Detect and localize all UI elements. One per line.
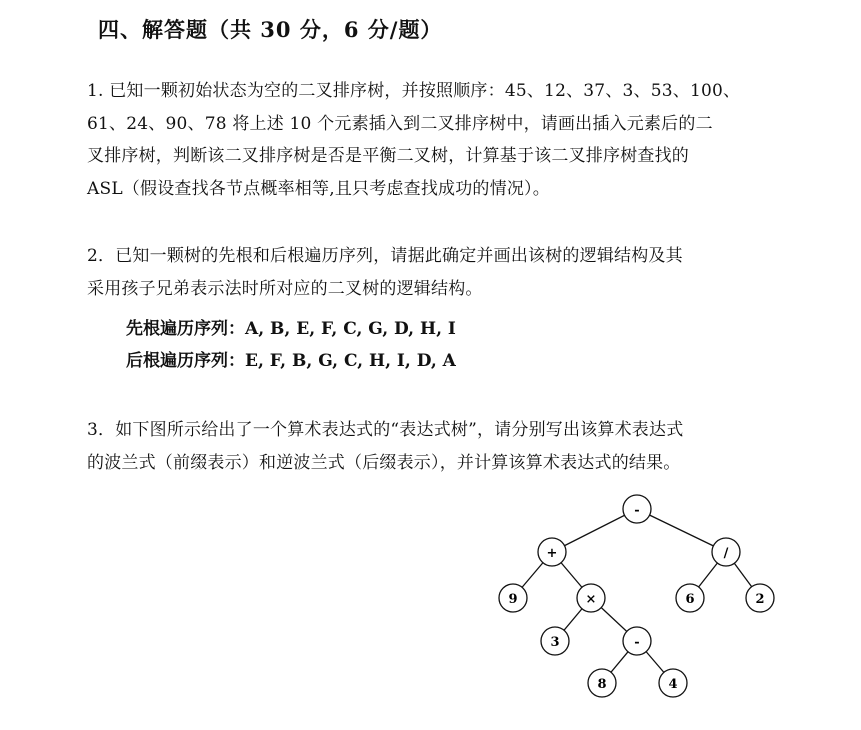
question-1-line: 叉排序树，判断该二叉排序树是否是平衡二叉树，计算基于该二叉排序树查找的	[87, 146, 689, 166]
question-2-line: 2．已知一颗树的先根和后根遍历序列，请据此确定并画出该树的逻辑结构及其	[87, 246, 683, 266]
question-1-line: 1. 已知一颗初始状态为空的二叉排序树，并按照顺序：45、12、37、3、53、100、	[87, 81, 741, 101]
tree-node-label: 2	[755, 592, 765, 607]
question-3-line: 的波兰式（前缀表示）和逆波兰式（后缀表示），并计算该算术表达式的结果。	[87, 452, 681, 473]
tree-node-label: 3	[550, 635, 560, 650]
tree-node-minus	[623, 627, 651, 655]
preorder-sequence: 先根遍历序列：A, B, E, F, C, G, D, H, I	[126, 319, 456, 339]
postorder-sequence: 后根遍历序列：E, F, B, G, C, H, I, D, A	[126, 351, 456, 371]
tree-node-label: +	[546, 546, 558, 561]
tree-edge	[637, 509, 726, 552]
tree-node-divide	[712, 538, 740, 566]
question-1-line: ASL（假设查找各节点概率相等,且只考虑查找成功的情况）。	[87, 178, 550, 199]
section-title: 四、解答题（共 30 分，6 分/题）	[98, 17, 443, 42]
tree-node-multiply	[577, 584, 605, 612]
question-3-line: 3．如下图所示给出了一个算术表达式的“表达式树”，请分别写出该算术表达式	[87, 420, 684, 440]
tree-node-label: 4	[668, 677, 678, 692]
question-2-line: 采用孩子兄弟表示法时所对应的二叉树的逻辑结构。	[87, 278, 483, 299]
tree-node-label: 9	[508, 592, 518, 607]
tree-node-label: -	[634, 635, 640, 650]
question-1-line: 61、24、90、78 将上述 10 个元素插入到二叉排序树中，请画出插入元素后的二	[87, 113, 713, 134]
tree-node-label: 6	[685, 592, 695, 607]
tree-node-label: 8	[597, 677, 607, 692]
tree-node-root	[623, 495, 651, 523]
tree-node-plus	[538, 538, 566, 566]
tree-node-3	[541, 627, 569, 655]
tree-node-8	[588, 669, 616, 697]
tree-node-2	[746, 584, 774, 612]
tree-node-4	[659, 669, 687, 697]
tree-node-label: /	[723, 546, 729, 561]
tree-node-label: -	[634, 503, 640, 518]
tree-node-9	[499, 584, 527, 612]
tree-node-label: ×	[585, 592, 597, 607]
tree-node-6	[676, 584, 704, 612]
